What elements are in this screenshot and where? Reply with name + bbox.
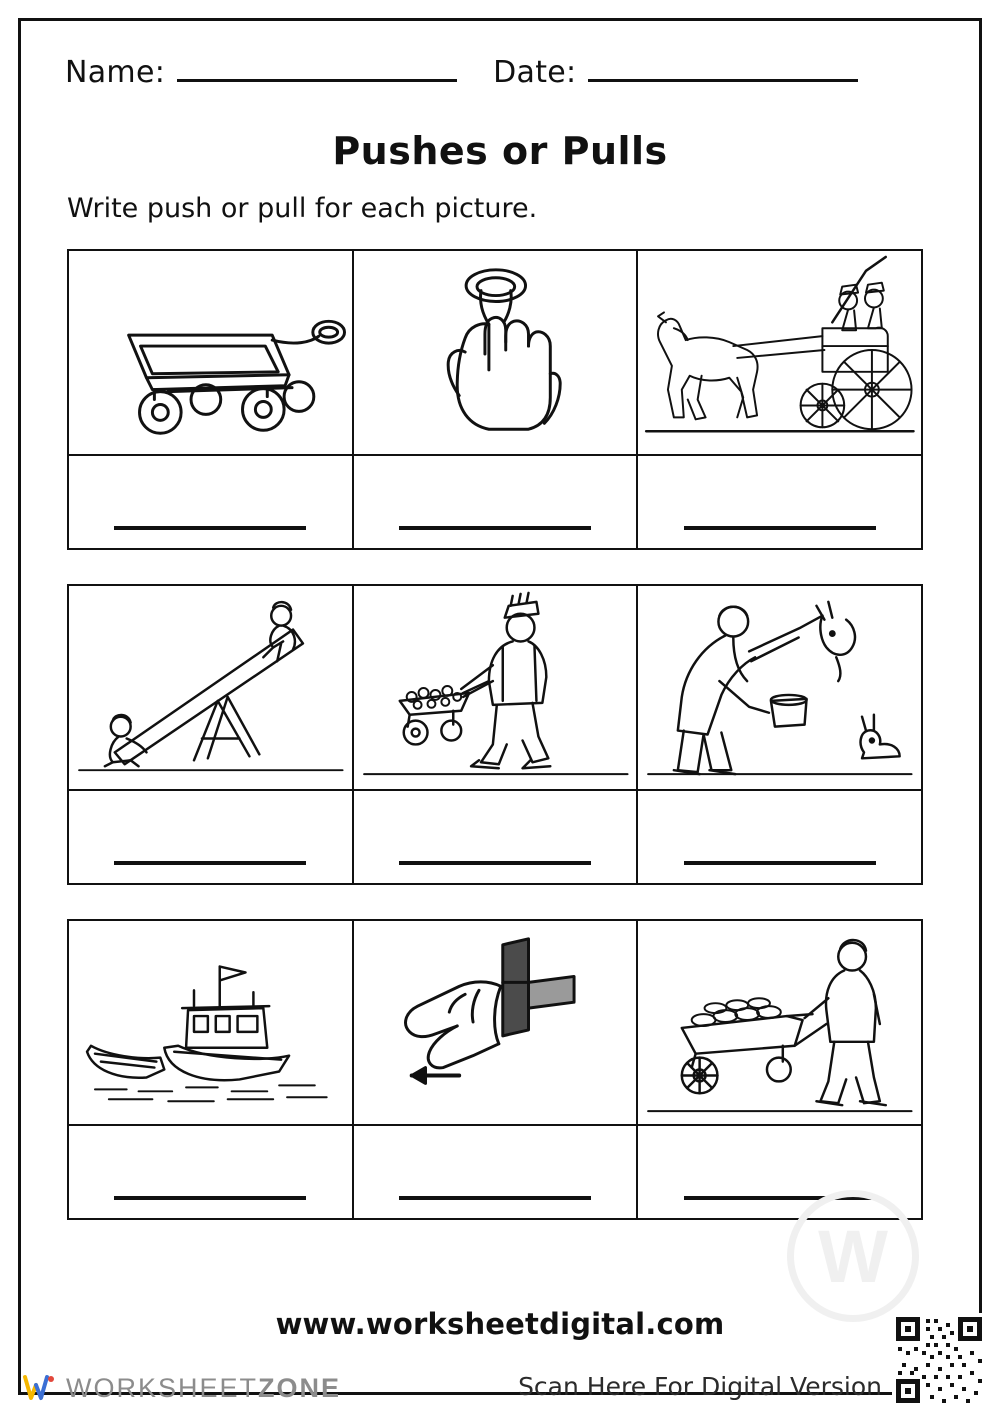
grid-cell: [638, 921, 921, 1218]
grid-cell: [69, 586, 354, 883]
scan-instruction: Scan Here For Digital Version: [518, 1372, 882, 1401]
answer-line[interactable]: [399, 861, 591, 865]
picture-magician-pulling-rabbit: [638, 586, 921, 791]
grid-cell: [354, 921, 639, 1218]
answer-line[interactable]: [684, 526, 876, 530]
answer-area[interactable]: [638, 791, 921, 883]
grid-cell: [638, 586, 921, 883]
worksheetzone-label: [66, 1373, 341, 1404]
picture-grid: [67, 249, 923, 1254]
picture-horse-drawn-carriage: [638, 251, 921, 456]
instructions: Write push or pull for each picture.: [67, 193, 538, 224]
page-title: Pushes or Pulls: [332, 129, 668, 173]
name-input-line[interactable]: [177, 53, 457, 82]
picture-boat-on-shore: [69, 921, 352, 1126]
answer-area[interactable]: [69, 456, 352, 548]
grid-cell: [69, 251, 354, 548]
grid-row: [67, 919, 923, 1220]
answer-area[interactable]: [354, 791, 637, 883]
worksheetzone-logo: [22, 1371, 341, 1405]
logo-text-light: WORKSHEET: [66, 1372, 259, 1403]
answer-area[interactable]: [638, 456, 921, 548]
picture-man-pushing-wheelbarrow: [354, 586, 637, 791]
date-label: Date:: [493, 55, 577, 90]
watermark-logo: W: [787, 1190, 919, 1322]
answer-line[interactable]: [114, 861, 306, 865]
website-url: www.worksheetdigital.com: [275, 1307, 725, 1341]
picture-man-with-wheelbarrow-logs: [638, 921, 921, 1126]
answer-area[interactable]: [69, 791, 352, 883]
answer-area[interactable]: [638, 1126, 921, 1218]
answer-area[interactable]: [354, 1126, 637, 1218]
grid-row: [67, 584, 923, 885]
logo-text-bold: ZONE: [258, 1372, 342, 1403]
grid-cell: [69, 921, 354, 1218]
answer-line[interactable]: [399, 526, 591, 530]
grid-cell: [354, 586, 639, 883]
answer-line[interactable]: [114, 1196, 306, 1200]
qr-code-icon[interactable]: [892, 1313, 986, 1407]
grid-cell: [638, 251, 921, 548]
answer-line[interactable]: [399, 1196, 591, 1200]
answer-area[interactable]: [354, 456, 637, 548]
answer-line[interactable]: [684, 861, 876, 865]
picture-toy-wagon: [69, 251, 352, 456]
answer-area[interactable]: [69, 1126, 352, 1218]
picture-finger-pressing-button: [354, 251, 637, 456]
name-label: Name:: [65, 55, 166, 90]
answer-line[interactable]: [114, 526, 306, 530]
picture-hand-pushing-block: [354, 921, 637, 1126]
grid-cell: [354, 251, 639, 548]
worksheetzone-mark-icon: [22, 1371, 56, 1405]
grid-row: [67, 249, 923, 550]
name-date-row: [65, 53, 945, 90]
worksheet-page: [18, 18, 982, 1395]
date-input-line[interactable]: [588, 53, 858, 82]
answer-line[interactable]: [684, 1196, 876, 1200]
picture-children-on-seesaw: [69, 586, 352, 791]
